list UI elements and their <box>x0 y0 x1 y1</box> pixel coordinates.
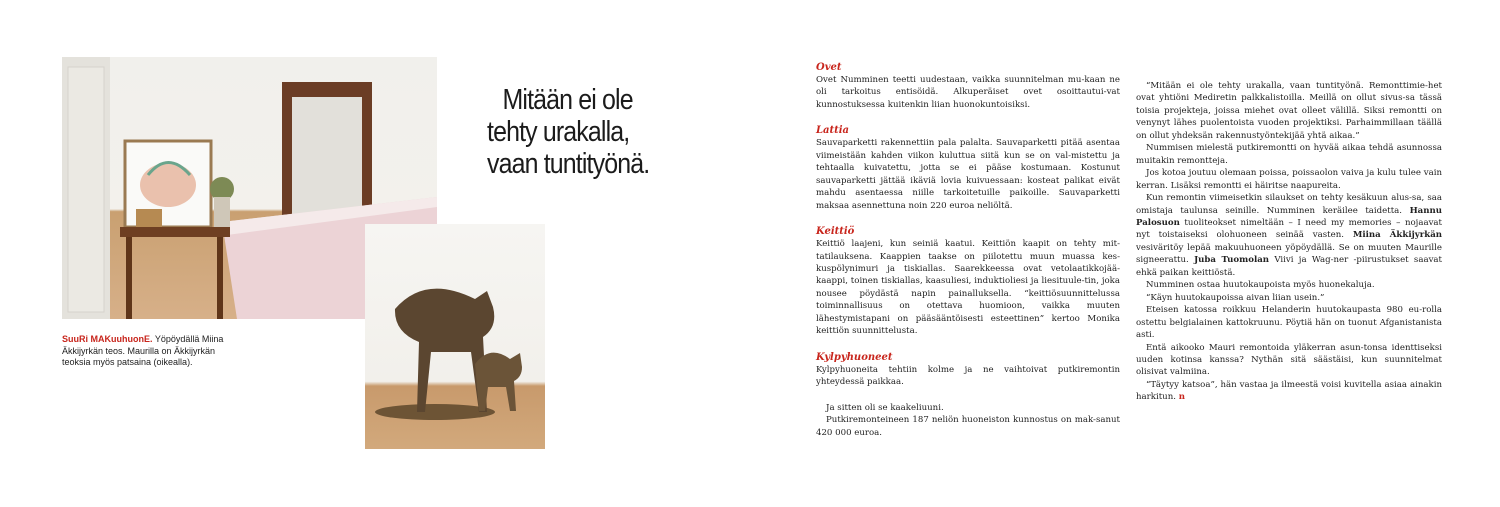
bull-sculpture-illustration <box>365 224 545 449</box>
headline-line-2: tehty urakalla, <box>487 116 630 148</box>
art-paragraph <box>1136 192 1442 279</box>
artist-tuomola: Juba Tuomolan <box>1194 255 1270 266</box>
headline <box>487 84 659 180</box>
article-column-left <box>816 61 1120 439</box>
section-title-lattia: Lattia <box>816 125 850 137</box>
artist-palosuo: Hannu Palosuon <box>1136 205 1442 228</box>
art-text-g: Viivi ja Wag-ner -piirustukset saavat ehkä paikan keittiöstä. <box>1136 255 1442 278</box>
paragraph-9 <box>1136 379 1442 404</box>
end-mark: n <box>1178 392 1185 403</box>
section-text-lattia: Sauvaparketti rakennettiin pala palalta. Sauvaparketti pitää asentaa viimeistään kahden viikon kuluttua siitä kun se on val-mistettu ja tehtaalla kuivatettu, jotta se ei pääse kostumaan. Kostunut sauvaparketti jättää ikäviä lovia kuivuessaan: kosteat palikat eivät mahdu asentaessa niille tarkoitetuille paikoille. Sauvaparketti maksaa asennettuna noin 220 euroa neliöltä. <box>816 138 1120 211</box>
paragraph-3: Jos kotoa joutuu olemaan poissa, poissaolon vaiva ja kulu tulee vain kerran. Lisäksi remontti ei häiritse naapureita. <box>1136 168 1442 191</box>
art-text-c: tuoliteokset nimeltään – I need my memories – nojaavat nyt toistaiseksi olohuoneen seinää vasten. <box>1136 217 1442 241</box>
renovation-cost-text: Putkiremonteineen 187 neliön huoneiston kunnostus on mak-sanut 420 000 euroa. <box>816 415 1120 438</box>
section-text-ovet: Ovet Numminen teetti uudestaan, vaikka suunnitelman mu-kaan ne oli tarkoitus entisöidä. Alkuperäiset ovet osoittautui-vat kunnostuksessa kuitenkin liian huonokuntoisiksi. <box>816 75 1120 110</box>
headline-line-1: Mitään ei ole <box>502 84 633 116</box>
closing-text: “Täytyy katsoa”, hän vastaa ja ilmeestä voisi kuvitella asiaa ainakin harkitun. <box>1136 379 1442 403</box>
paragraph-6: “Käyn huutokaupoissa aivan liian usein.” <box>1146 292 1325 303</box>
section-text-kylpyhuoneet: Kylpyhuoneita tehtiin kolme ja ne vaihtoivat putkiremontin yhteydessä paikkaa. <box>816 364 1120 388</box>
kaakeliuuni-text: Ja sitten oli se kaakeliuuni. <box>826 402 944 413</box>
section-title-keittio: Keittiö <box>816 226 855 238</box>
quote-paragraph: “Mitään ei ole tehty urakalla, vaan tuntityönä. Remonttimie-het ovat yhtiöni Mediretin palkkalistoilla. Meillä on ollut sivus-sa tässä toisia projekteja, joissa miehet ovat olleet välillä. Siksi remontti on venynyt lähes puolentoista vuoden projektiksi. Parhaimmillaan täällä on ollut yhdeksän rakennustyöntekijää yhtä aikaa.” <box>1136 81 1442 141</box>
artist-akkijyrka: Miina Äkkijyrkän <box>1352 230 1443 241</box>
section-title-ovet: Ovet <box>816 62 842 73</box>
photo-caption <box>62 334 237 369</box>
paragraph-2: Nummisen mielestä putkiremontti on hyvää aikaa tehdä asunnossa muitakin remontteja. <box>1136 143 1442 166</box>
headline-line-3: vaan tuntityönä. <box>487 148 650 180</box>
art-text-e: vesiväritöy lepää makuuhuoneen yöpöydällä. Se on muuten Maurille signeerattu. <box>1136 242 1442 266</box>
section-text-keittio: Keittiö laajeni, kun seiniä kaatui. Keittiön kaapit on tehty mit-tatilauksena. Kaappien taakse on piilotettu muun muassa kes-kuspölynimuri ja tiskiallas. Saarekkeessa ovat vetolaatikkojää-kaappi, toinen tiskiallas, kaasuliesi, induktioliesi ja liesituule-tin, joka nousee pöydästä napin painalluksella. “keittiösuunnittelussa toiminnallisuus on otettava huomioon, vaikka muuten lähestymistapani on pääsääntöisesti esteettinen” kertoo Monika keittiön suunnittelusta. <box>816 239 1120 337</box>
caption-lead: SuuRi MAKuuhuonE. <box>62 334 153 344</box>
paragraph-8: Entä aikooko Mauri remontoida yläkerran asun-tonsa identtiseksi uuden kotinsa kanssa? Nythän sitä säästäisi, kun suunnitelmat olisivat valmiina. <box>1136 342 1442 378</box>
article-column-right <box>1136 80 1442 404</box>
paragraph-5: Numminen ostaa huutokaupoista myös huonekaluja. <box>1146 280 1375 291</box>
sculpture-photo <box>365 224 545 449</box>
section-title-kylpyhuoneet: Kylpyhuoneet <box>816 351 893 363</box>
paragraph-7: Eteisen katossa roikkuu Helanderin huutokaupasta 980 eu-rolla ostettu belgialainen kattokruunu. Pöytiä hän on tuonut Afganistanista asti. <box>1136 305 1442 341</box>
art-text-a: Kun remontin viimeisetkin silaukset on tehty kesäkuun alus-sa, saa omistaja taulunsa seinille. Numminen keräilee taidetta. <box>1136 193 1442 216</box>
caption-text: Yöpöydällä Miina Äkkijyrkän teos. Maurilla on Äkkijyrkän teoksia myös patsaina (oikealla). <box>62 334 224 367</box>
